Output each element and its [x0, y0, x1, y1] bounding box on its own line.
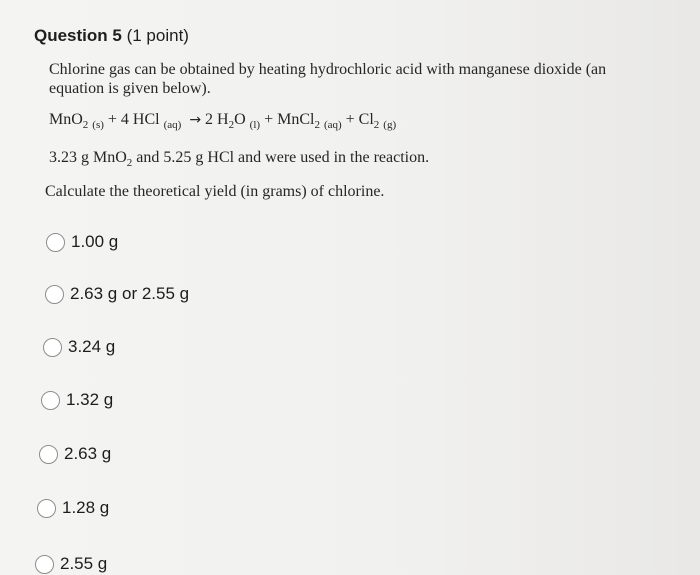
given-subscript: 2: [126, 157, 133, 169]
equation-subscript: 2: [82, 119, 89, 131]
equation-state: (aq): [323, 119, 342, 131]
equation-subscript: 2: [373, 119, 380, 131]
answer-option-2[interactable]: [45, 284, 189, 304]
reaction-arrow-icon: →: [189, 112, 202, 128]
equation-subscript: 2: [314, 119, 320, 131]
equation-hcl: + 4 HCl: [107, 111, 160, 128]
equation-h2o-o: O: [234, 111, 246, 128]
radio-button-icon[interactable]: [43, 338, 62, 357]
radio-button-icon[interactable]: [35, 555, 54, 574]
given-rest: and 5.25 g HCl and were used in the reaction.: [136, 149, 430, 166]
equation-mncl2: + MnCl: [264, 111, 315, 128]
radio-button-icon[interactable]: [41, 391, 60, 410]
answer-option-label: 1.00 g: [71, 232, 119, 251]
answer-option-4[interactable]: [41, 390, 113, 410]
radio-button-icon[interactable]: [39, 445, 58, 464]
equation-state: (aq): [163, 119, 182, 131]
equation-mno2: MnO: [49, 111, 83, 128]
question-intro: Chlorine gas can be obtained by heating hydrochloric acid with manganese dioxide (an equation is given below).: [49, 61, 607, 97]
answer-option-label: 2.55 g: [60, 554, 108, 573]
equation-subscript: 2: [228, 119, 235, 131]
answer-option-label: 1.32 g: [66, 390, 114, 409]
equation-state: (g): [383, 119, 397, 131]
question-prompt: Calculate the theoretical yield (in grams) of chlorine.: [45, 183, 385, 200]
question-header: [34, 26, 189, 46]
radio-button-icon[interactable]: [45, 285, 64, 304]
answer-option-3[interactable]: [43, 337, 115, 357]
question-number: Question 5: [34, 26, 122, 45]
equation-state: (l): [249, 119, 261, 131]
radio-button-icon[interactable]: [46, 233, 65, 252]
equation-state: (s): [92, 119, 104, 131]
answer-option-1[interactable]: [46, 232, 118, 252]
equation-cl2: + Cl: [345, 111, 374, 128]
given-mno2: 3.23 g MnO: [49, 149, 127, 166]
question-points: (1 point): [126, 26, 189, 45]
answer-option-label: 2.63 g or 2.55 g: [70, 284, 190, 303]
answer-option-7[interactable]: [35, 554, 107, 574]
answer-option-6[interactable]: [37, 498, 109, 518]
answer-option-label: 3.24 g: [68, 337, 116, 356]
given-quantities: [49, 148, 664, 167]
answer-option-label: 2.63 g: [64, 444, 112, 463]
radio-button-icon[interactable]: [37, 499, 56, 518]
equation-h2o: 2 H: [205, 111, 229, 128]
answer-option-5[interactable]: [39, 444, 111, 464]
chemical-equation: [49, 110, 664, 130]
answer-option-label: 1.28 g: [62, 498, 110, 517]
